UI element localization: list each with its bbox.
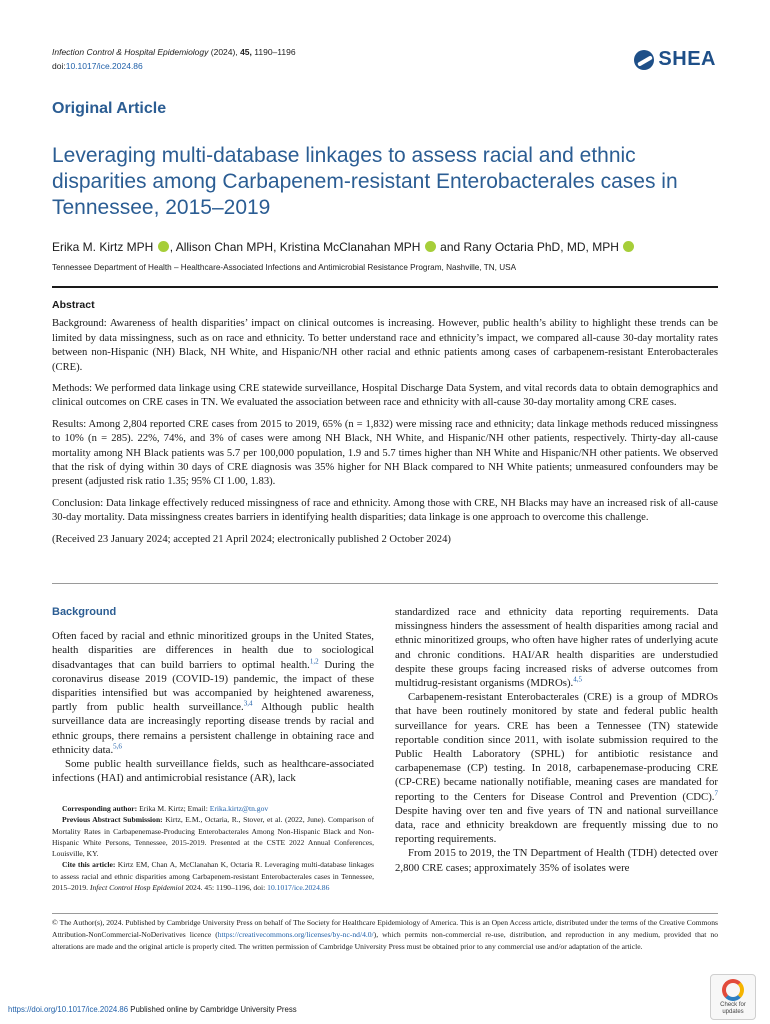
affiliation: Tennessee Department of Health – Healthcare-Associated Infections and Antimicrobial Resistance Program, Nashville, TN, USA (52, 263, 517, 272)
abstract-methods: Methods: We performed data linkage using CRE statewide surveillance, Hospital Discharge Data System, and vital records data to obtain demographics and clinical outcomes on CRE cases in TN. We evaluated the association between race and ethnicity with all-cause 30-day mortality among CRE cases. (52, 383, 718, 409)
section-heading-background: Background (52, 606, 117, 618)
shea-logo-icon (634, 50, 654, 70)
abstract-heading: Abstract (52, 299, 95, 311)
previous-submission: Previous Abstract Submission: Kirtz, E.M., Octaria, R., Stover, et al. (2022, June). Comparison of Mortality Rates in Carbapenemase-Producing Enterobacterales Among Non-Hispanic Black and Non-Hispanic White Persons, Tennessee, 2015-2019. Presented at the CSTE 2022 Annual Conferences, Louisville, KY. (52, 815, 375, 859)
abstract-results: Results: Among 2,804 reported CRE cases from 2015 to 2019, 65% (n = 1,832) were missing race and ethnicity; data linkage methods reduced missingness to 10% (n = 285). 22%, 74%, and 3% of cases were among NH Black, NH White, and Hispanic/NH other patients, respectively. Thirty-day all-cause mortality among NH Black patients was 5.7 per 100,000 population, 1.9 and 5.7 times higher than NH White and Hispanic/NH other patients. We observed that the risk of dying within 30 days of CRE diagnosis was 35% higher for NH Black compared to NH White patients; unmeasured confounders may be present (adjusted risk ratio 1.35; 95% CI 1.00, 1.83). (52, 418, 718, 488)
badge-line2: updates (722, 1008, 744, 1015)
cite-this-article: Cite this article: Kirtz EM, Chan A, McClanahan K, Octaria R. Leveraging multi-database linkages to assess racial and ethnic disparities among Carbapenem-resistant Enterobacterales cases in Tennessee, 2015–2019. Infect Control Hosp Epidemiol 2024. 45: 1190–1196, doi: 10.1017/ice.2024.86 (52, 860, 375, 893)
journal-citation (52, 47, 296, 57)
left-column (52, 605, 374, 785)
divider (52, 913, 718, 914)
abstract (52, 298, 718, 554)
body-paragraph: Carbapenem-resistant Enterobacterales (CRE) is a group of MDROs that have been routinely monitored by state and federal public health surveillance for years. CRE has been a Tennessee (TN) statewide reportable condition since 2011, with isolate submission required to the Public Health Laboratory (SPHL) for antibiotic resistance and carbapenemase (CP) testing. In 2018, carbapenemase-producing CRE (CP-CRE) became nationally notifiable, meaning cases are mandated for reporting to the Centers for Disease Control and Prevention (CDC).$^7$ Despite having over ten and five years of TN and national surveillance data, race and ethnicity breakdown are frequently missing due to no reporting requirements. (395, 691, 718, 846)
body-paragraph: Some public health surveillance fields, such as healthcare-associated infections (HAI) and antimicrobial resistance (AR), lack (52, 758, 374, 785)
journal-year: (2024), (210, 47, 238, 57)
citation-ref[interactable]: 3,4 (243, 699, 253, 708)
footer-doi-link[interactable]: https://doi.org/10.1017/ice.2024.86 (8, 1005, 129, 1014)
shea-logo-text: SHEA (658, 48, 716, 70)
orcid-icon[interactable] (623, 241, 634, 252)
abstract-background: Background: Awareness of health disparities’ impact on clinical outcomes is increasing. However, public health’s ability to highlight these trends can be limited by data missingness, such as on race and ethnicity. To better understand race and ethnicity’s impact, we compared all-cause 30-day mortality rates between non-Hispanic (NH) Black, NH White, and Hispanic/NH other racial and ethnic patients among cases of carbapenem-resistant Enterobacterales (CRE). (52, 318, 718, 373)
journal-name: Infection Control & Hospital Epidemiology (52, 47, 209, 57)
author-octaria: and Rany Octaria PhD, MD, MPH (440, 240, 619, 254)
license-statement: © The Author(s), 2024. Published by Cambridge University Press on behalf of The Society for Healthcare Epidemiology of America. This is an Open Access article, distributed under the terms of the Creative Commons Attribution-NonCommercial-NoDerivatives licence (https://creativecommons.org/licenses/by-nc-nd/4.0/), which permits non-commercial re-use, distribution, and reproduction in any medium, provided that no alterations are made and the original article is properly cited. The written permission of Cambridge University Press must be obtained prior to any commercial use and/or adaptation of the article. (52, 918, 719, 951)
doi-link[interactable]: 10.1017/ice.2024.86 (65, 61, 143, 71)
abstract-conclusion: Conclusion: Data linkage effectively reduced missingness of race and ethnicity. Among those with CRE, NH Blacks may have an increased risk of all-cause 30-day mortality. Data missingness creates barriers in identifying health disparities; data linkage is one approach to overcome this challenge. (52, 497, 718, 524)
citation-ref[interactable]: 5,6 (113, 742, 122, 751)
page-footer (8, 1005, 297, 1014)
journal-volume: 45, (240, 47, 252, 57)
orcid-icon[interactable] (425, 241, 436, 252)
article-notes (52, 803, 374, 893)
crossmark-icon (722, 979, 744, 1001)
author-list (52, 240, 635, 254)
citation-ref[interactable]: 7 (714, 789, 718, 798)
citation-ref[interactable]: 1,2 (309, 657, 319, 666)
divider (52, 583, 718, 584)
article-type: Original Article (52, 100, 167, 117)
shea-logo (634, 48, 716, 71)
body-paragraph: standardized race and ethnicity data reporting requirements. Data missingness hinders the assessment of health disparities among racial and ethnic minoritized groups, who often have higher rates of underlying acute and chronic conditions. HAI/AR health disparities are understudied despite these groups facing increased risks of adverse outcomes from multidrug-resistant organisms (MDROs).$^{4,5}$ (395, 606, 718, 690)
body-paragraph: From 2015 to 2019, the TN Department of Health (TDH) detected over 2,800 CRE cases; approximately 35% of isolates were (395, 847, 718, 874)
corresponding-author: Corresponding author: Erika M. Kirtz; Email: Erika.kirtz@tn.gov (62, 804, 269, 813)
authors-middle: , Allison Chan MPH, Kristina McClanahan MPH (169, 240, 421, 254)
body-paragraph: Often faced by racial and ethnic minoritized groups in the United States, health disparities are differences in health due to sociological disadvantages that can build barriers to optimal health.$^{1,2}$ During the coronavirus disease 2019 (COVID-19) pandemic, the impact of these disparities intensified but was accompanied by heightened awareness, partly from public health surveillance.$^{3,4}$ Although public health surveillance data are increasingly reporting disease trends by racial and ethnic groups, there remains a persistent challenge in obtaining race and ethnicity data.$^{5,6}$ (52, 630, 374, 756)
received-dates: (Received 23 January 2024; accepted 21 April 2024; electronically published 2 October 2024) (52, 533, 451, 545)
citation-ref[interactable]: 4,5 (573, 675, 582, 684)
email-link[interactable]: Erika.kirtz@tn.gov (209, 804, 269, 813)
orcid-icon[interactable] (158, 241, 169, 252)
check-for-updates-button[interactable] (710, 974, 756, 1020)
license-link[interactable]: https://creativecommons.org/licenses/by-nc-nd/4.0/ (217, 930, 374, 939)
journal-pages: 1190–1196 (254, 47, 296, 57)
doi-line (52, 61, 143, 71)
right-column (395, 605, 718, 875)
doi-prefix: doi: (52, 61, 66, 71)
article-title: Leveraging multi-database linkages to assess racial and ethnic disparities among Carbapenem-resistant Enterobacterales cases in Tennessee, 2015–2019 (52, 144, 678, 219)
footer-published: Published online by Cambridge University Press (128, 1005, 297, 1014)
badge-line1: Check for (720, 1002, 746, 1008)
divider (52, 286, 718, 288)
cite-doi-link[interactable]: 10.1017/ice.2024.86 (267, 883, 330, 893)
author-kirtz: Erika M. Kirtz MPH (52, 240, 154, 254)
